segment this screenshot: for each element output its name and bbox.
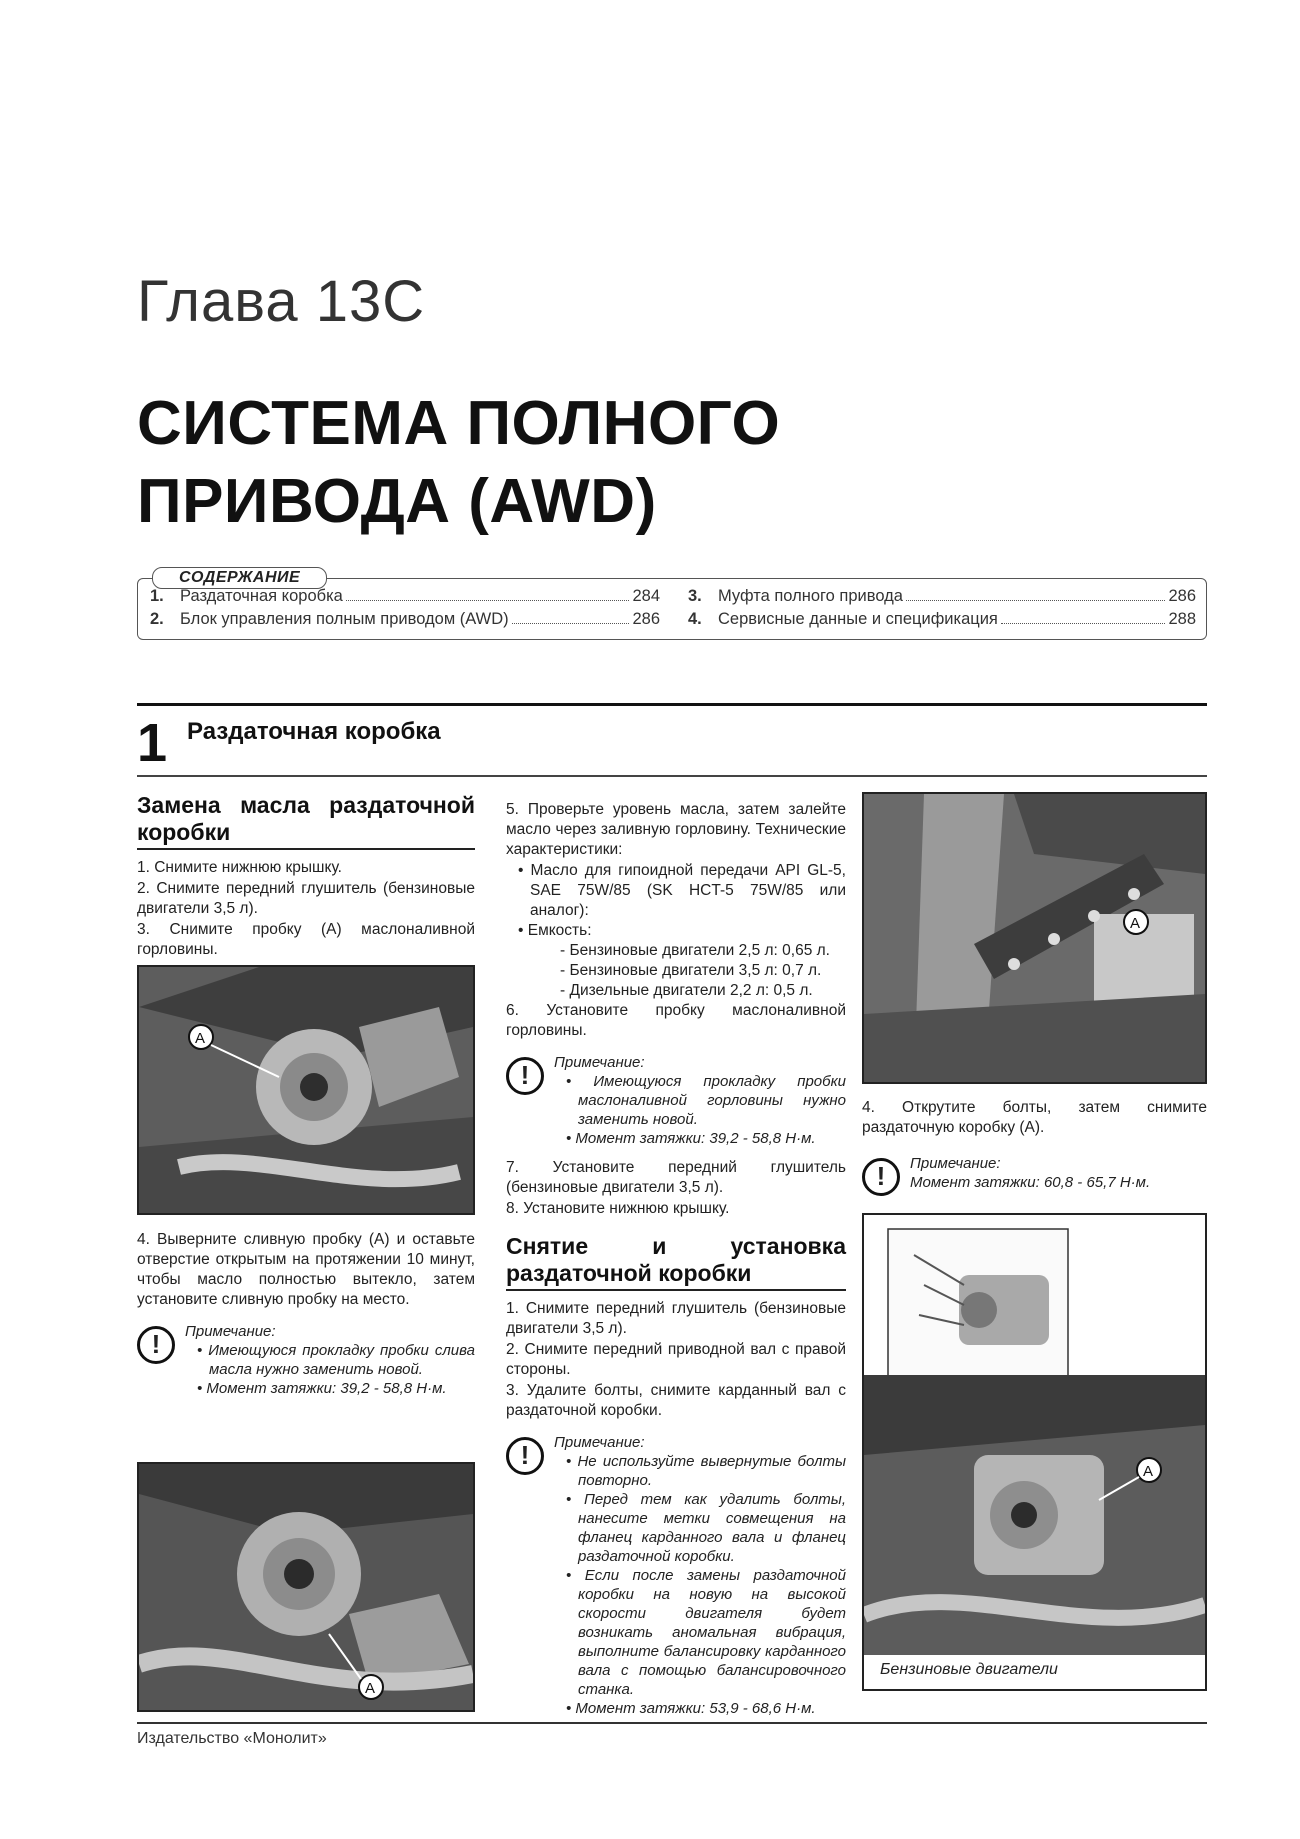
section-number: 1 [137, 713, 168, 773]
photo-propshaft-drawing [864, 794, 1205, 1082]
toc-item-num: 2. [150, 610, 164, 628]
toc-item-text: Муфта полного привода [718, 587, 903, 605]
step-4-drain: 4. Выверните сливную пробку (А) и оставьте отверстие открытым на протяжении 10 минут, чтобы масло полностью вытекло, затем установите сливную пробку на место. [137, 1231, 475, 1308]
title-line-1: СИСТЕМА ПОЛНОГО [137, 389, 781, 458]
note-line-2: • Момент затяжки: 39,2 - 58,8 Н·м. [197, 1380, 447, 1397]
note-title: Примечание: [554, 1054, 645, 1071]
toc-item-1[interactable] [150, 587, 660, 606]
title-line-2: ПРИВОДА (AWD) [137, 467, 657, 536]
note-transfer-torque [862, 1154, 1207, 1196]
note-line-2: • Перед тем как удалить болты, нанесите метки совмещения на фланец карданного вала и фланец раздаточной коробки. [566, 1491, 846, 1565]
photo-drain-plug-drawing [139, 1464, 473, 1710]
toc-item-page: 284 [632, 587, 660, 605]
photo-fill-plug-drawing [139, 967, 473, 1213]
removal-step-1: 1. Снимите передний глушитель (бензиновые двигатели 3,5 л). [506, 1300, 846, 1337]
photo-callout-a: A [195, 1030, 206, 1047]
step-4-remove: 4. Открутите болты, затем снимите раздаточную коробку (А). [862, 1099, 1207, 1136]
warning-icon: ! [506, 1057, 544, 1095]
step-8: 8. Установите нижнюю крышку. [506, 1200, 730, 1217]
note-title: Примечание: [185, 1323, 276, 1340]
photo-callout-a: A [1130, 915, 1141, 932]
column-1-top [137, 792, 475, 961]
step-2: 2. Снимите передний глушитель (бензиновые двигатели 3,5 л). [137, 880, 475, 917]
step-7: 7. Установите передний глушитель (бензиновые двигатели 3,5 л). [506, 1159, 846, 1196]
warning-icon: ! [862, 1158, 900, 1196]
photo-callout-a: A [365, 1680, 376, 1697]
table-of-contents [137, 569, 1207, 640]
page-title [137, 385, 780, 541]
toc-leader [346, 587, 630, 601]
spec-oil: • Масло для гипоидной передачи API GL-5, SAE 75W/85 (SK HCT-5 75W/85 или аналог): [518, 862, 846, 919]
capacity-diesel-22: - Дизельные двигатели 2,2 л: 0,5 л. [560, 982, 813, 999]
capacity-petrol-25: - Бензиновые двигатели 2,5 л: 0,65 л. [560, 942, 830, 959]
toc-item-text: Раздаточная коробка [180, 587, 343, 605]
note-line-1: • Имеющуюся прокладку пробки слива масла нужно заменить новой. [197, 1342, 475, 1378]
removal-step-2: 2. Снимите передний приводной вал с правой стороны. [506, 1341, 846, 1378]
note-line-4: • Момент затяжки: 53,9 - 68,6 Н·м. [566, 1700, 816, 1717]
toc-item-2[interactable] [150, 610, 660, 629]
toc-item-num: 1. [150, 587, 164, 605]
toc-leader [1001, 610, 1166, 624]
note-line-3: • Если после замены раздаточной коробки на новую на высокой скорости двигателя будет возникать аномальная вибрация, выполните балансировку карданного вала с помощью балансировочного станка. [566, 1567, 846, 1698]
note-title: Примечание: [910, 1155, 1001, 1172]
toc-item-page: 286 [1168, 587, 1196, 605]
capacity-petrol-35: - Бензиновые двигатели 3,5 л: 0,7 л. [560, 962, 822, 979]
column-1-bottom [137, 1230, 475, 1408]
publisher-footer: Издательство «Монолит» [137, 1730, 327, 1747]
note-fill-plug [506, 1053, 846, 1148]
toc-leader [512, 610, 630, 624]
section-bottom-rule [137, 775, 1207, 777]
spec-capacity: • Емкость: [518, 922, 592, 939]
note-propshaft [506, 1433, 846, 1718]
step-6: 6. Установите пробку маслоналивной горловины. [506, 1002, 846, 1039]
photo-drain-plug [137, 1462, 475, 1712]
footer-rule [137, 1722, 1207, 1724]
toc-item-num: 4. [688, 610, 702, 628]
chapter-label: Глава 13С [137, 269, 426, 334]
section-top-rule [137, 703, 1207, 706]
section-title: Раздаточная коробка [187, 718, 441, 745]
step-5: 5. Проверьте уровень масла, затем залейте масло через заливную горловину. Технические характеристики: [506, 801, 846, 858]
column-2 [506, 800, 846, 1728]
note-title: Примечание: [554, 1434, 645, 1451]
removal-step-3: 3. Удалите болты, снимите карданный вал с раздаточной коробки. [506, 1382, 846, 1419]
step-3: 3. Снимите пробку (А) маслоналивной горловины. [137, 921, 475, 958]
warning-icon: ! [137, 1326, 175, 1364]
toc-leader [906, 587, 1166, 601]
photo-transfer-case-drawing [864, 1215, 1205, 1689]
note-line-1: • Не используйте вывернутые болты повторно. [566, 1453, 846, 1489]
photo-propshaft [862, 792, 1207, 1084]
toc-item-4[interactable] [688, 610, 1196, 629]
note-line-1: • Имеющуюся прокладку пробки маслоналивной горловины нужно заменить новой. [566, 1073, 846, 1128]
photo-transfer-case [862, 1213, 1207, 1691]
subheading-oil-change: Замена масла раздаточной коробки [137, 792, 475, 850]
warning-icon: ! [506, 1437, 544, 1475]
toc-item-page: 286 [632, 610, 660, 628]
toc-item-3[interactable] [688, 587, 1196, 606]
toc-item-text: Сервисные данные и спецификация [718, 610, 998, 628]
photo-fill-plug [137, 965, 475, 1215]
step-1: 1. Снимите нижнюю крышку. [137, 859, 342, 876]
column-3 [862, 1098, 1207, 1206]
note-drain-plug [137, 1322, 475, 1398]
note-line-2: • Момент затяжки: 39,2 - 58,8 Н·м. [566, 1130, 816, 1147]
subheading-removal: Снятие и установка раздаточной коробки [506, 1233, 846, 1291]
toc-item-num: 3. [688, 587, 702, 605]
photo-callout-a: A [1143, 1463, 1154, 1480]
toc-item-text: Блок управления полным приводом (AWD) [180, 610, 509, 628]
toc-label: СОДЕРЖАНИЕ [152, 567, 327, 589]
photo-caption: Бензиновые двигатели [880, 1661, 1058, 1678]
toc-item-page: 288 [1168, 610, 1196, 628]
note-text: Момент затяжки: 60,8 - 65,7 Н·м. [910, 1174, 1151, 1191]
